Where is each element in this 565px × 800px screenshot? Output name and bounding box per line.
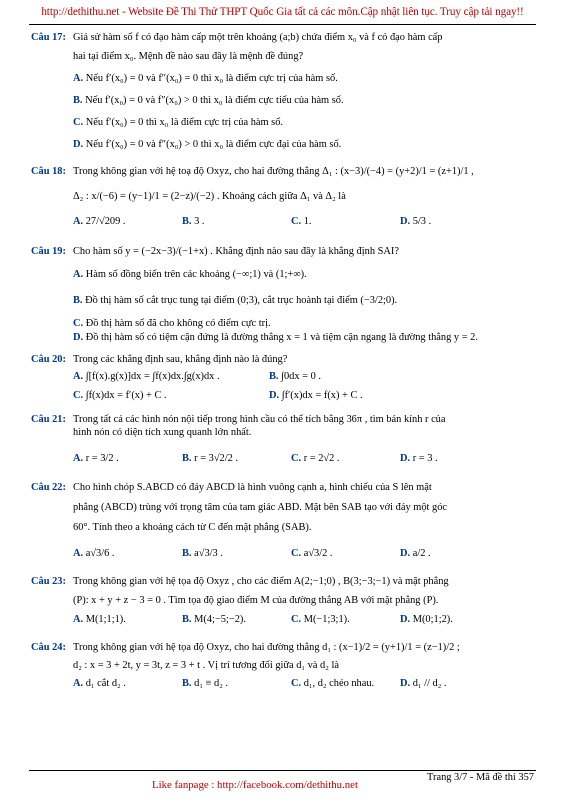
option-d: D. Đồ thị hàm số có tiệm cận đứng là đường thẳng x = 1 và tiệm cận ngang là đường thẳng y = 2. [73,332,478,343]
question-label: Câu 24: [31,642,66,653]
question-label: Câu 17: [31,32,66,43]
question-21 [31,413,543,465]
options-row [73,370,543,383]
question-23 [31,575,543,626]
option-d: D. r = 3 . [400,453,438,464]
option-d: D. Nếu f′(x₀) = 0 và f″(x₀) > 0 thì x₀ là điểm cực đại của hàm số. [73,139,342,150]
question-text: Trong không gian với hệ tọa độ Oxyz , cho các điểm A(2;−1;0) , B(3;−3;−1) và mặt phẳng [73,576,449,587]
option-d: D. 5/3 . [400,216,432,227]
question-text: Giả sử hàm số f có đạo hàm cấp một trên khoảng (a;b) chứa điểm x₀ và f có đạo hàm cấp [73,32,443,43]
page-number: Trang 3/7 - Mã đề thi 357 [427,772,534,783]
option-b: B. d₁ ≡ d₂ . [182,678,229,689]
option-c: C. a√3/2 . [291,548,333,559]
option-b: B. M(4;−5;−2). [182,614,246,625]
option-c: C. ∫f(x)dx = f′(x) + C . [73,390,167,401]
page-header-banner: http://dethithu.net - Website Đề Thi Thử THPT Quốc Gia tất cả các môn.Cập nhật liên tục. Truy cập tải ngay!! [41,6,524,18]
options-row [73,452,543,465]
question-text: Cho hàm số y = (−2x−3)/(−1+x) . Khẳng định nào sau đây là khẳng định SAI? [73,246,399,257]
question-text: hai tại điểm x₀. Mệnh đề nào sau đây là mệnh đề đúng? [73,51,304,62]
option-a: A. Hàm số đồng biến trên các khoảng (−∞;1) và (1;+∞). [73,269,307,280]
option-c: C. Đồ thị hàm số đã cho không có điểm cực trị. [73,318,271,329]
question-20 [31,353,543,402]
footer-divider [29,770,536,771]
option-c: C. 1. [291,216,312,227]
option-a: A. 27/√209 . [73,216,126,227]
option-a: A. Nếu f′(x₀) = 0 và f″(x₀) = 0 thì x₀ là điểm cực trị của hàm số. [73,73,338,84]
question-text: Cho hình chóp S.ABCD có đáy ABCD là hình vuông cạnh a, hình chiếu của S lên mặt [73,482,432,493]
option-b: B. a√3/3 . [182,548,223,559]
option-b: B. Đồ thị hàm số cắt trục tung tại điểm (0;3), cắt trục hoành tại điểm (−3/2;0). [73,295,398,306]
option-b: B. r = 3√2/2 . [182,453,239,464]
option-d: D. M(0;1;2). [400,614,453,625]
footer-fanpage-link[interactable]: Like fanpage : http://facebook.com/dethithu.net [152,779,358,791]
question-text: hình nón có diện tích xung quanh lớn nhất. [73,427,252,438]
question-text: Trong không gian với hệ toạ độ Oxyz, cho hai đường thẳng Δ₁ : (x−3)/(−4) = (y+2)/1 = (z+1)/1 , [73,166,474,177]
option-c: C. d₁, d₂ chéo nhau. [291,678,375,689]
question-text: Trong tất cả các hình nón nội tiếp trong hình cầu có thể tích bằng 36π , tìm bán kính r của [73,414,446,425]
option-d: D. d₁ // d₂ . [400,678,447,689]
question-19 [31,245,543,344]
options-row [73,389,543,402]
options-row [73,215,543,228]
option-d: D. a/2 . [400,548,431,559]
question-text: (P): x + y + z − 3 = 0 . Tìm tọa độ giao điểm M của đường thẳng AB với mặt phẳng (P). [73,595,439,606]
option-a: A. d₁ cắt d₂ . [73,678,126,689]
question-text: 60°. Tính theo a khoảng cách từ C đến mặt phẳng (SAB). [73,522,312,533]
question-label: Câu 18: [31,166,66,177]
option-b: B. Nếu f′(x₀) = 0 và f″(x₀) > 0 thì x₀ là điểm cực tiểu của hàm số. [73,95,344,106]
option-d: D. ∫f′(x)dx = f(x) + C . [269,390,363,401]
options-row [73,677,543,690]
question-label: Câu 19: [31,246,66,257]
question-17 [31,31,543,151]
option-c: C. M(−1;3;1). [291,614,350,625]
question-24 [31,641,543,690]
option-b: B. 3 . [182,216,205,227]
question-text: Δ₂ : x/(−6) = (y−1)/1 = (2−z)/(−2) . Khoảng cách giữa Δ₁ và Δ₂ là [73,191,346,202]
question-label: Câu 22: [31,482,66,493]
question-label: Câu 20: [31,354,66,365]
header-divider [29,24,536,25]
option-a: A. ∫[f(x).g(x)]dx = ∫f(x)dx.∫g(x)dx . [73,371,220,382]
option-c: C. Nếu f′(x₀) = 0 thì x₀ là điểm cực trị của hàm số. [73,117,284,128]
question-label: Câu 21: [31,414,66,425]
question-text: Trong không gian với hệ tọa độ Oxyz, cho hai đường thẳng d₁ : (x−1)/2 = (y+1)/1 = (z−1)/2 ; [73,642,460,653]
question-22 [31,481,543,560]
options-row [73,547,543,560]
option-a: A. a√3/6 . [73,548,115,559]
question-text: d₂ : x = 3 + 2t, y = 3t, z = 3 + t . Vị trí tương đối giữa d₁ và d₂ là [73,660,339,671]
question-label: Câu 23: [31,576,66,587]
option-b: B. ∫0dx = 0 . [269,371,322,382]
option-a: A. r = 3/2 . [73,453,119,464]
option-c: C. r = 2√2 . [291,453,340,464]
question-text: phẳng (ABCD) trùng với trọng tâm của tam giác ABD. Mặt bên SAB tạo với đáy một góc [73,502,448,513]
option-a: A. M(1;1;1). [73,614,126,625]
question-text: Trong các khẳng định sau, khẳng định nào là đúng? [73,354,288,365]
question-list [31,31,543,690]
question-18 [31,165,543,228]
options-row [73,613,543,626]
